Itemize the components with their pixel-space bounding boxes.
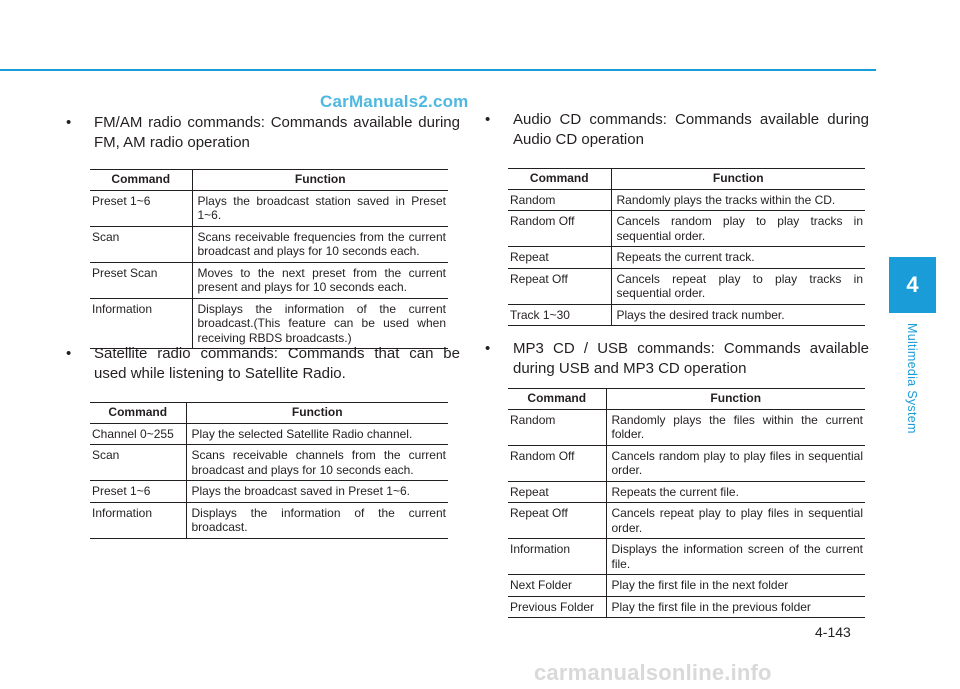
table-row <box>508 304 865 326</box>
column-header-function: Function <box>186 403 448 424</box>
chapter-tab[interactable]: 4 <box>889 257 936 313</box>
command-cell: Scan <box>90 445 186 481</box>
chapter-title: Multimedia System <box>905 322 919 434</box>
function-cell: Randomly plays the files within the current folder. <box>606 409 865 445</box>
table-row <box>90 502 448 538</box>
mp3-usb-intro: • MP3 CD / USB commands: Commands available during USB and MP3 CD operation <box>499 339 869 379</box>
table-row <box>508 596 865 618</box>
function-cell: Displays the information of the current broadcast.(This feature can be used when receiving RBDS broadcasts.) <box>192 298 448 349</box>
function-cell: Cancels random play to play files in sequential order. <box>606 445 865 481</box>
audio-cd-command-table <box>508 168 865 326</box>
function-cell: Scans receivable frequencies from the current broadcast and plays for 10 seconds each. <box>192 226 448 262</box>
satellite-intro: • Satellite radio commands: Commands that can be used while listening to Satellite Radio. <box>80 344 460 384</box>
function-cell: Moves to the next preset from the current present and plays for 10 seconds each. <box>192 262 448 298</box>
table-row <box>90 445 448 481</box>
table-row <box>508 575 865 597</box>
column-header-function: Function <box>192 170 448 191</box>
fm-am-intro: • FM/AM radio commands: Commands available during FM, AM radio operation <box>80 113 460 153</box>
page-number: 4-143 <box>815 624 851 640</box>
column-header-command: Command <box>90 170 192 191</box>
table-row <box>90 298 448 349</box>
function-cell: Cancels repeat play to play tracks in sequential order. <box>611 268 865 304</box>
command-cell: Track 1~30 <box>508 304 611 326</box>
column-header-command: Command <box>508 169 611 190</box>
table-row <box>90 262 448 298</box>
table-row <box>508 211 865 247</box>
command-cell: Information <box>508 539 606 575</box>
table-row <box>90 226 448 262</box>
function-cell: Repeats the current file. <box>606 481 865 503</box>
table-row <box>508 503 865 539</box>
function-cell: Plays the broadcast station saved in Preset 1~6. <box>192 190 448 226</box>
command-cell: Information <box>90 298 192 349</box>
command-cell: Random Off <box>508 445 606 481</box>
chapter-label <box>892 308 932 448</box>
command-cell: Channel 0~255 <box>90 423 186 445</box>
column-header-command: Command <box>508 389 606 410</box>
column-header-command: Command <box>90 403 186 424</box>
table-row <box>508 189 865 211</box>
function-cell: Play the first file in the next folder <box>606 575 865 597</box>
table-row <box>508 268 865 304</box>
command-cell: Repeat <box>508 481 606 503</box>
function-cell: Cancels repeat play to play files in sequential order. <box>606 503 865 539</box>
table-row <box>90 481 448 503</box>
command-cell: Next Folder <box>508 575 606 597</box>
command-cell: Information <box>90 502 186 538</box>
function-cell: Repeats the current track. <box>611 247 865 269</box>
function-cell: Cancels random play to play tracks in sequential order. <box>611 211 865 247</box>
function-cell: Randomly plays the tracks within the CD. <box>611 189 865 211</box>
command-cell: Random <box>508 189 611 211</box>
command-cell: Repeat <box>508 247 611 269</box>
table-row <box>508 247 865 269</box>
function-cell: Play the selected Satellite Radio channel. <box>186 423 448 445</box>
command-cell: Repeat Off <box>508 503 606 539</box>
watermark-top[interactable]: CarManuals2.com <box>320 92 469 111</box>
command-cell: Preset Scan <box>90 262 192 298</box>
command-cell: Preset 1~6 <box>90 190 192 226</box>
audio-cd-intro: • Audio CD commands: Commands available during Audio CD operation <box>499 110 869 150</box>
function-cell: Play the first file in the previous folder <box>606 596 865 618</box>
mp3-usb-command-table <box>508 388 865 618</box>
command-cell: Scan <box>90 226 192 262</box>
column-header-function: Function <box>611 169 865 190</box>
fm-am-command-table <box>90 169 448 349</box>
satellite-command-table <box>90 402 448 539</box>
table-row <box>90 190 448 226</box>
watermark-bottom[interactable]: carmanualsonline.info <box>534 660 772 685</box>
command-cell: Previous Folder <box>508 596 606 618</box>
command-cell: Random Off <box>508 211 611 247</box>
function-cell: Plays the desired track number. <box>611 304 865 326</box>
function-cell: Displays the information of the current broadcast. <box>186 502 448 538</box>
function-cell: Scans receivable channels from the current broadcast and plays for 10 seconds each. <box>186 445 448 481</box>
command-cell: Preset 1~6 <box>90 481 186 503</box>
function-cell: Plays the broadcast saved in Preset 1~6. <box>186 481 448 503</box>
table-row <box>508 409 865 445</box>
header-rule <box>0 69 876 71</box>
command-cell: Random <box>508 409 606 445</box>
table-row <box>90 423 448 445</box>
table-row <box>508 481 865 503</box>
table-row <box>508 445 865 481</box>
function-cell: Displays the information screen of the current file. <box>606 539 865 575</box>
command-cell: Repeat Off <box>508 268 611 304</box>
column-header-function: Function <box>606 389 865 410</box>
table-row <box>508 539 865 575</box>
